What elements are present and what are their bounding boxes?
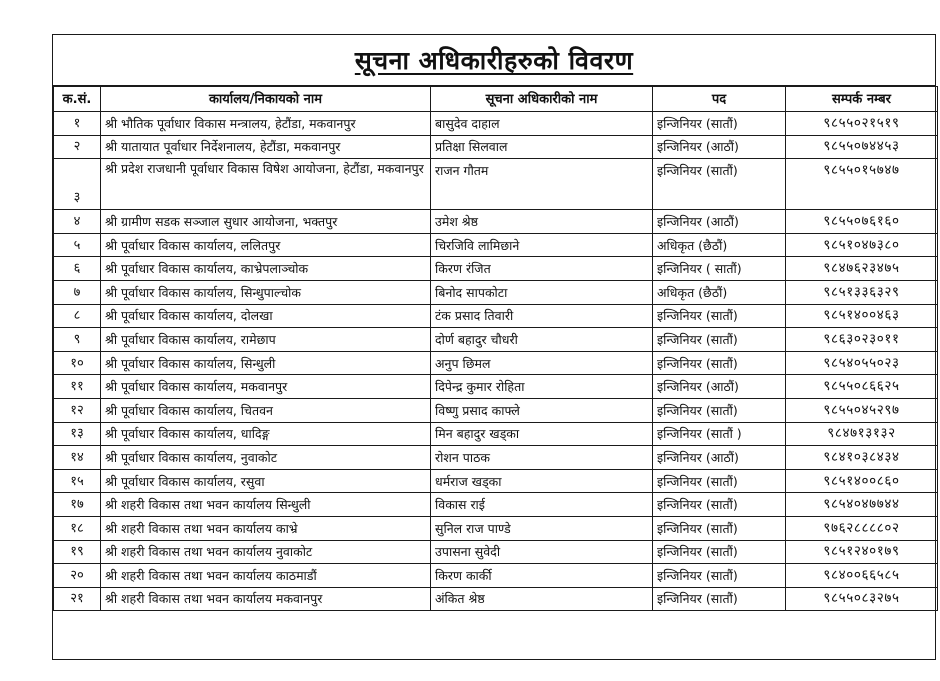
cell-phone: ९८५५०४५२९७ — [786, 398, 938, 422]
cell-phone: ९८५५०१५७४७ — [786, 159, 938, 210]
table-row — [54, 280, 938, 304]
table-row — [54, 564, 938, 588]
cell-name: किरण रंजित — [431, 257, 653, 281]
cell-office: श्री शहरी विकास तथा भवन कार्यालय मकवानपुर — [101, 587, 431, 611]
cell-name: अंकित श्रेष्ठ — [431, 587, 653, 611]
table-row — [54, 493, 938, 517]
cell-office: श्री पूर्वाधार विकास कार्यालय, नुवाकोट — [101, 446, 431, 470]
cell-office: श्री शहरी विकास तथा भवन कार्यालय काभ्रे — [101, 516, 431, 540]
cell-name: रोशन पाठक — [431, 446, 653, 470]
cell-post: इन्जिनियर (आठौं) — [653, 135, 786, 159]
table-row — [54, 112, 938, 136]
cell-name: प्रतिक्षा सिलवाल — [431, 135, 653, 159]
cell-office: श्री शहरी विकास तथा भवन कार्यालय नुवाकोट — [101, 540, 431, 564]
column-header-post: पद — [653, 87, 786, 112]
cell-post: इन्जिनियर (आठौं) — [653, 210, 786, 234]
cell-office: श्री ग्रामीण सडक सञ्जाल सुधार आयोजना, भक्तपुर — [101, 210, 431, 234]
column-header-sn: क.सं. — [54, 87, 101, 112]
cell-office: श्री पूर्वाधार विकास कार्यालय, मकवानपुर — [101, 375, 431, 399]
cell-name: विकास राई — [431, 493, 653, 517]
cell-name: बिनोद सापकोटा — [431, 280, 653, 304]
cell-office: श्री पूर्वाधार विकास कार्यालय, काभ्रेपलाञ्चोक — [101, 257, 431, 281]
table-row — [54, 446, 938, 470]
cell-office: श्री पूर्वाधार विकास कार्यालय, ललितपुर — [101, 233, 431, 257]
column-header-office: कार्यालय/निकायको नाम — [101, 87, 431, 112]
cell-phone: ९८५१२४०१७९ — [786, 540, 938, 564]
table-row — [54, 351, 938, 375]
cell-phone: ९८५५०७६१६० — [786, 210, 938, 234]
cell-name: उमेश श्रेष्ठ — [431, 210, 653, 234]
cell-phone: ९८५१३३६३२९ — [786, 280, 938, 304]
cell-sn: १० — [54, 351, 101, 375]
cell-name: धर्मराज खड्का — [431, 469, 653, 493]
cell-phone: ९८५५०७४४५३ — [786, 135, 938, 159]
cell-sn: १५ — [54, 469, 101, 493]
cell-sn: २० — [54, 564, 101, 588]
table-row — [54, 375, 938, 399]
cell-sn: २१ — [54, 587, 101, 611]
cell-sn: १२ — [54, 398, 101, 422]
cell-phone: ९८४७६२३४७५ — [786, 257, 938, 281]
cell-office: श्री पूर्वाधार विकास कार्यालय, चितवन — [101, 398, 431, 422]
cell-office: श्री पूर्वाधार विकास कार्यालय, सिन्धुली — [101, 351, 431, 375]
cell-post: अधिकृत (छैठौं) — [653, 280, 786, 304]
cell-sn: २ — [54, 135, 101, 159]
cell-sn: १ — [54, 112, 101, 136]
cell-post: इन्जिनियर (सातौं) — [653, 159, 786, 210]
cell-name: विष्णु प्रसाद काफ्ले — [431, 398, 653, 422]
cell-name: टंक प्रसाद तिवारी — [431, 304, 653, 328]
cell-post: इन्जिनियर (सातौं) — [653, 493, 786, 517]
title-box — [53, 35, 935, 86]
cell-phone: ९८५१०४७३८० — [786, 233, 938, 257]
cell-phone: ९८५५०२१५१९ — [786, 112, 938, 136]
cell-name: दिपेन्द्र कुमार रोहिता — [431, 375, 653, 399]
cell-office: श्री भौतिक पूर्वाधार विकास मन्त्रालय, हेटौंडा, मकवानपुर — [101, 112, 431, 136]
cell-office: श्री पूर्वाधार विकास कार्यालय, रामेछाप — [101, 328, 431, 352]
table-row — [54, 210, 938, 234]
cell-name: सुनिल राज पाण्डे — [431, 516, 653, 540]
document-sheet — [52, 34, 936, 660]
cell-office: श्री शहरी विकास तथा भवन कार्यालय काठमाडौं — [101, 564, 431, 588]
cell-sn: ४ — [54, 210, 101, 234]
cell-name: राजन गौतम — [431, 159, 653, 210]
table-row — [54, 469, 938, 493]
cell-post: इन्जिनियर (सातौं) — [653, 469, 786, 493]
table-row — [54, 587, 938, 611]
table-row — [54, 540, 938, 564]
cell-phone: ९८५५०८६६२५ — [786, 375, 938, 399]
cell-phone: ९८५५०८३२७५ — [786, 587, 938, 611]
page-title: सूचना अधिकारीहरुको विवरण — [354, 46, 634, 75]
cell-phone: ९८५४०४७७४४ — [786, 493, 938, 517]
cell-post: इन्जिनियर (सातौं) — [653, 587, 786, 611]
column-header-phone: सम्पर्क नम्बर — [786, 87, 938, 112]
cell-name: उपासना सुवेदी — [431, 540, 653, 564]
cell-office: श्री यातायात पूर्वाधार निर्देशनालय, हेटौंडा, मकवानपुर — [101, 135, 431, 159]
table-body — [54, 112, 938, 611]
table-header-row — [54, 87, 938, 112]
cell-sn: ७ — [54, 280, 101, 304]
table-row — [54, 328, 938, 352]
cell-office: श्री शहरी विकास तथा भवन कार्यालय सिन्धुली — [101, 493, 431, 517]
cell-phone: ९८५१४००८६० — [786, 469, 938, 493]
cell-sn: १७ — [54, 493, 101, 517]
cell-sn: ९ — [54, 328, 101, 352]
cell-name: चिरजिवि लामिछाने — [431, 233, 653, 257]
cell-sn: १४ — [54, 446, 101, 470]
cell-phone: ९८५१४००४६३ — [786, 304, 938, 328]
table-row — [54, 233, 938, 257]
table-row — [54, 304, 938, 328]
table-row — [54, 516, 938, 540]
cell-office: श्री प्रदेश राजधानी पूर्वाधार विकास विषेश आयोजना, हेटौंडा, मकवानपुर — [101, 159, 431, 210]
officer-table — [53, 86, 938, 611]
cell-post: इन्जिनियर (सातौं) — [653, 112, 786, 136]
cell-post: इन्जिनियर (सातौं) — [653, 328, 786, 352]
cell-sn: ८ — [54, 304, 101, 328]
cell-sn: ३ — [54, 159, 101, 210]
cell-post: इन्जिनियर (सातौं) — [653, 304, 786, 328]
cell-post: इन्जिनियर (सातौं) — [653, 516, 786, 540]
cell-post: इन्जिनियर ( सातौं) — [653, 257, 786, 281]
cell-sn: ५ — [54, 233, 101, 257]
cell-phone: ९७६२८८८८०२ — [786, 516, 938, 540]
cell-post: इन्जिनियर (सातौं) — [653, 540, 786, 564]
cell-name: अनुप छिमल — [431, 351, 653, 375]
table-row — [54, 159, 938, 210]
cell-post: इन्जिनियर (सातौं ) — [653, 422, 786, 446]
cell-post: इन्जिनियर (सातौं) — [653, 398, 786, 422]
cell-name: बासुदेव दाहाल — [431, 112, 653, 136]
cell-phone: ९८४००६६५८५ — [786, 564, 938, 588]
cell-office: श्री पूर्वाधार विकास कार्यालय, दोलखा — [101, 304, 431, 328]
cell-name: किरण कार्की — [431, 564, 653, 588]
table-row — [54, 422, 938, 446]
cell-phone: ९८६३०२३०११ — [786, 328, 938, 352]
column-header-name: सूचना अधिकारीको नाम — [431, 87, 653, 112]
cell-name: मिन बहादुर खड्का — [431, 422, 653, 446]
cell-sn: १८ — [54, 516, 101, 540]
cell-post: इन्जिनियर (सातौं) — [653, 564, 786, 588]
cell-sn: ६ — [54, 257, 101, 281]
cell-name: दोर्ण बहादुर चौधरी — [431, 328, 653, 352]
cell-post: इन्जिनियर (सातौं) — [653, 351, 786, 375]
cell-post: अधिकृत (छैठौं) — [653, 233, 786, 257]
cell-post: इन्जिनियर (आठौं) — [653, 446, 786, 470]
cell-phone: ९८५४०५५०२३ — [786, 351, 938, 375]
cell-office: श्री पूर्वाधार विकास कार्यालय, रसुवा — [101, 469, 431, 493]
cell-sn: ११ — [54, 375, 101, 399]
cell-sn: १९ — [54, 540, 101, 564]
cell-sn: १३ — [54, 422, 101, 446]
cell-phone: ९८४१०३८४३४ — [786, 446, 938, 470]
cell-post: इन्जिनियर (आठौं) — [653, 375, 786, 399]
table-row — [54, 135, 938, 159]
cell-office: श्री पूर्वाधार विकास कार्यालय, सिन्धुपाल्चोक — [101, 280, 431, 304]
cell-office: श्री पूर्वाधार विकास कार्यालय, धादिङ्ग — [101, 422, 431, 446]
table-row — [54, 398, 938, 422]
table-row — [54, 257, 938, 281]
cell-phone: ९८४७१३१३२ — [786, 422, 938, 446]
